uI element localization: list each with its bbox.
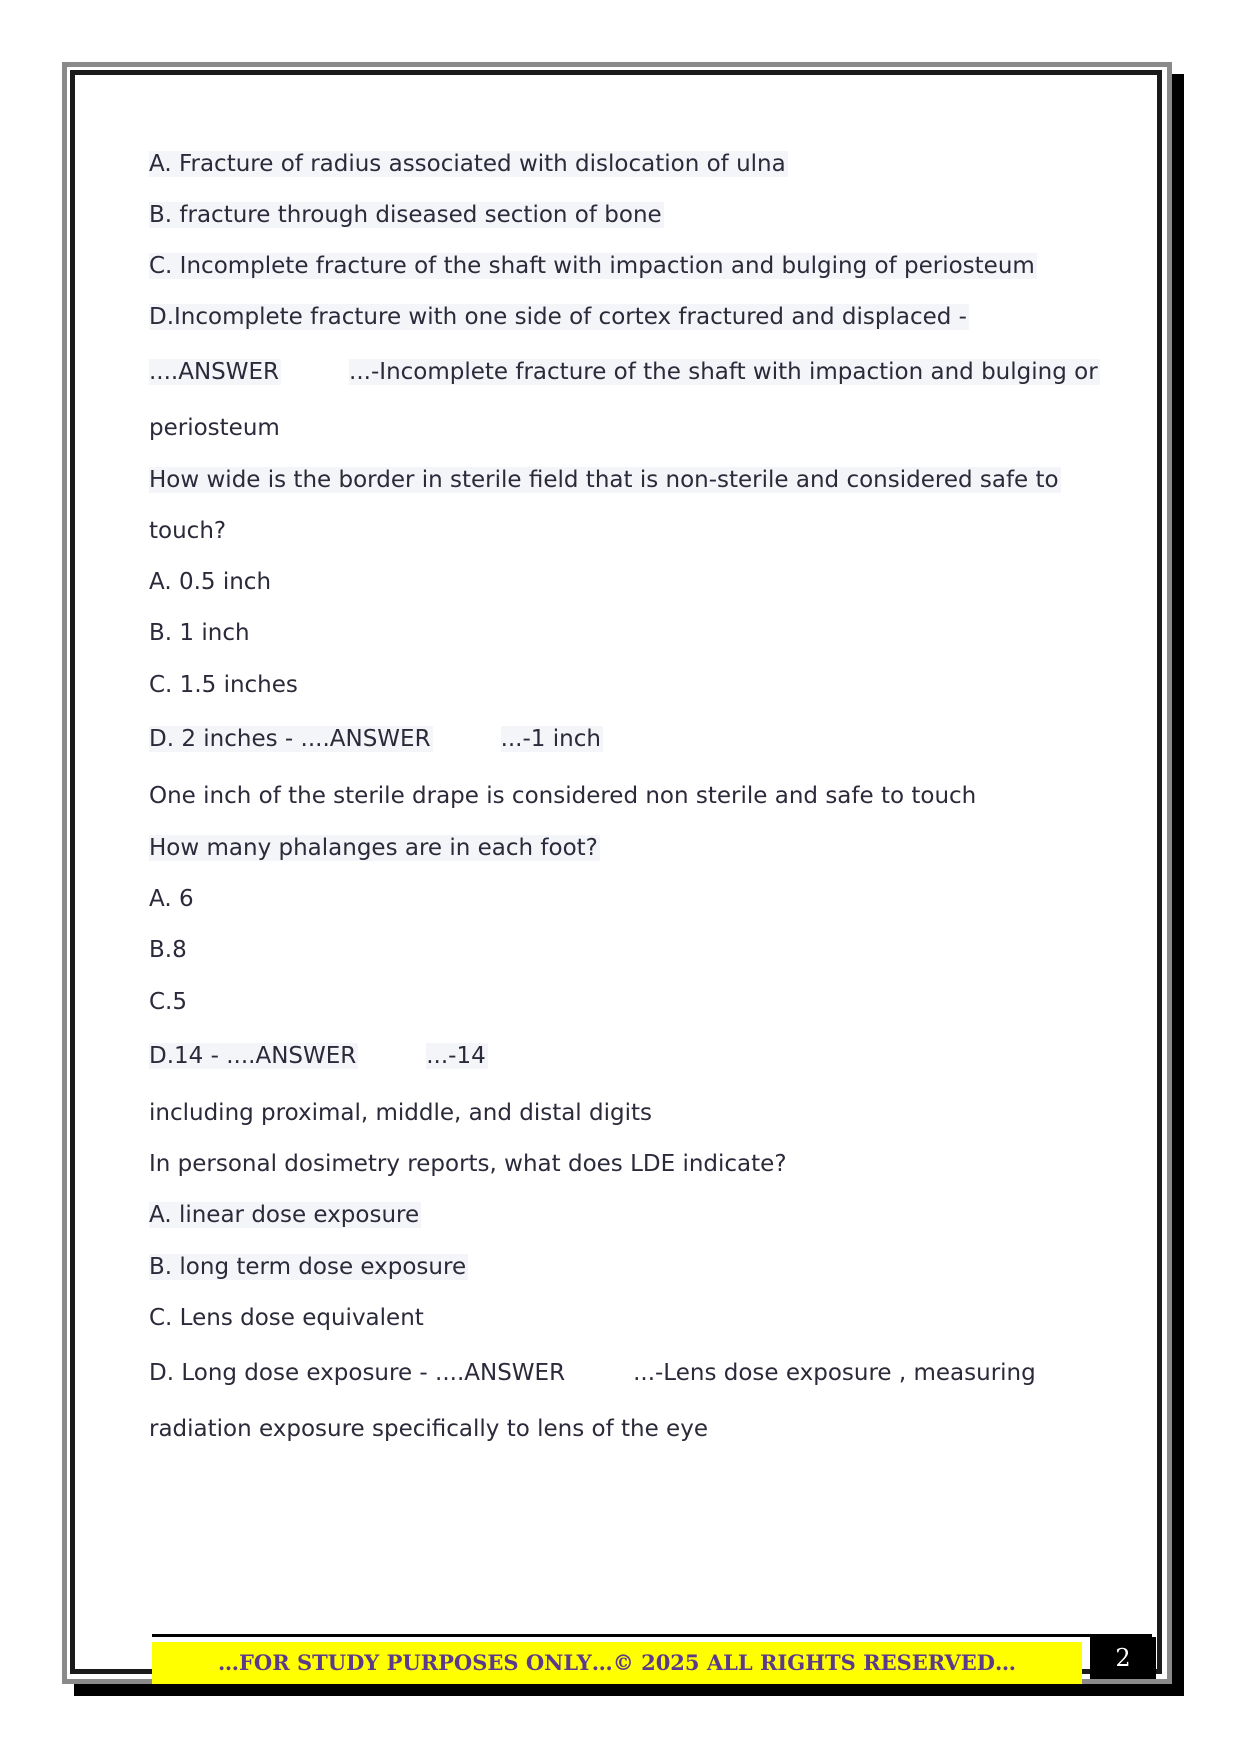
text-line xyxy=(149,616,250,650)
text-line xyxy=(149,1412,708,1446)
text-line xyxy=(149,1301,424,1335)
question-option: A. Fracture of radius associated with dislocation of ulna xyxy=(149,151,786,177)
question-option: B.8 xyxy=(149,937,187,963)
answer-label: ....ANSWER xyxy=(149,359,280,385)
text-line xyxy=(149,249,1037,283)
answer-text: ...-14 xyxy=(426,1043,486,1069)
text-line xyxy=(149,1250,468,1284)
text-line xyxy=(149,779,976,813)
question-option: A. 0.5 inch xyxy=(149,569,272,595)
answer-label: D. 2 inches - ....ANSWER xyxy=(149,726,431,752)
question-text: touch? xyxy=(149,518,227,544)
question-text: How many phalanges are in each foot? xyxy=(149,835,598,861)
text-line xyxy=(149,831,600,865)
answer-line xyxy=(149,1039,488,1073)
text-line xyxy=(149,463,1061,497)
question-text: How wide is the border in sterile field that is non-sterile and considered safe to xyxy=(149,467,1059,493)
text-line xyxy=(149,1147,787,1181)
question-option: A. 6 xyxy=(149,886,194,912)
text-line xyxy=(149,1096,652,1130)
answer-text: ...-Lens dose exposure , measuring xyxy=(633,1360,1036,1386)
answer-label: D.14 - ....ANSWER xyxy=(149,1043,357,1069)
answer-text: ...-Incomplete fracture of the shaft with impaction and bulging or xyxy=(349,359,1098,385)
text-line xyxy=(149,985,187,1019)
explanation-text: One inch of the sterile drape is considered non sterile and safe to touch xyxy=(149,783,977,809)
text-line xyxy=(149,933,187,967)
question-text: In personal dosimetry reports, what does LDE indicate? xyxy=(149,1151,787,1177)
answer-line xyxy=(149,722,603,756)
page-number: 2 xyxy=(1090,1637,1156,1679)
answer-line xyxy=(149,1356,1036,1390)
footer-rule xyxy=(152,1634,1152,1637)
answer-line xyxy=(149,355,1100,389)
text-line xyxy=(149,198,664,232)
question-option: C. Lens dose equivalent xyxy=(149,1305,424,1331)
text-line xyxy=(149,300,969,334)
text-line xyxy=(149,882,194,916)
text-line xyxy=(149,147,788,181)
question-option: B. 1 inch xyxy=(149,620,250,646)
answer-continuation: radiation exposure specifically to lens of the eye xyxy=(149,1416,708,1442)
footer-copyright: …FOR STUDY PURPOSES ONLY…© 2025 ALL RIGHTS RESERVED… xyxy=(152,1642,1082,1684)
question-option: A. linear dose exposure xyxy=(149,1202,420,1228)
answer-continuation: periosteum xyxy=(149,415,280,441)
question-option: C.5 xyxy=(149,989,188,1015)
question-option: B. fracture through diseased section of bone xyxy=(149,202,662,228)
text-line xyxy=(149,411,280,445)
question-option: D.Incomplete fracture with one side of cortex fractured and displaced - xyxy=(149,304,967,330)
question-option: B. long term dose exposure xyxy=(149,1254,467,1280)
question-option: C. Incomplete fracture of the shaft with impaction and bulging of periosteum xyxy=(149,253,1035,279)
text-line xyxy=(149,668,298,702)
text-line xyxy=(149,565,271,599)
answer-label: D. Long dose exposure - ....ANSWER xyxy=(149,1360,566,1386)
text-line xyxy=(149,514,226,548)
text-line xyxy=(149,1198,421,1232)
explanation-text: including proximal, middle, and distal digits xyxy=(149,1100,652,1126)
answer-text: ...-1 inch xyxy=(500,726,601,752)
question-option: C. 1.5 inches xyxy=(149,672,298,698)
